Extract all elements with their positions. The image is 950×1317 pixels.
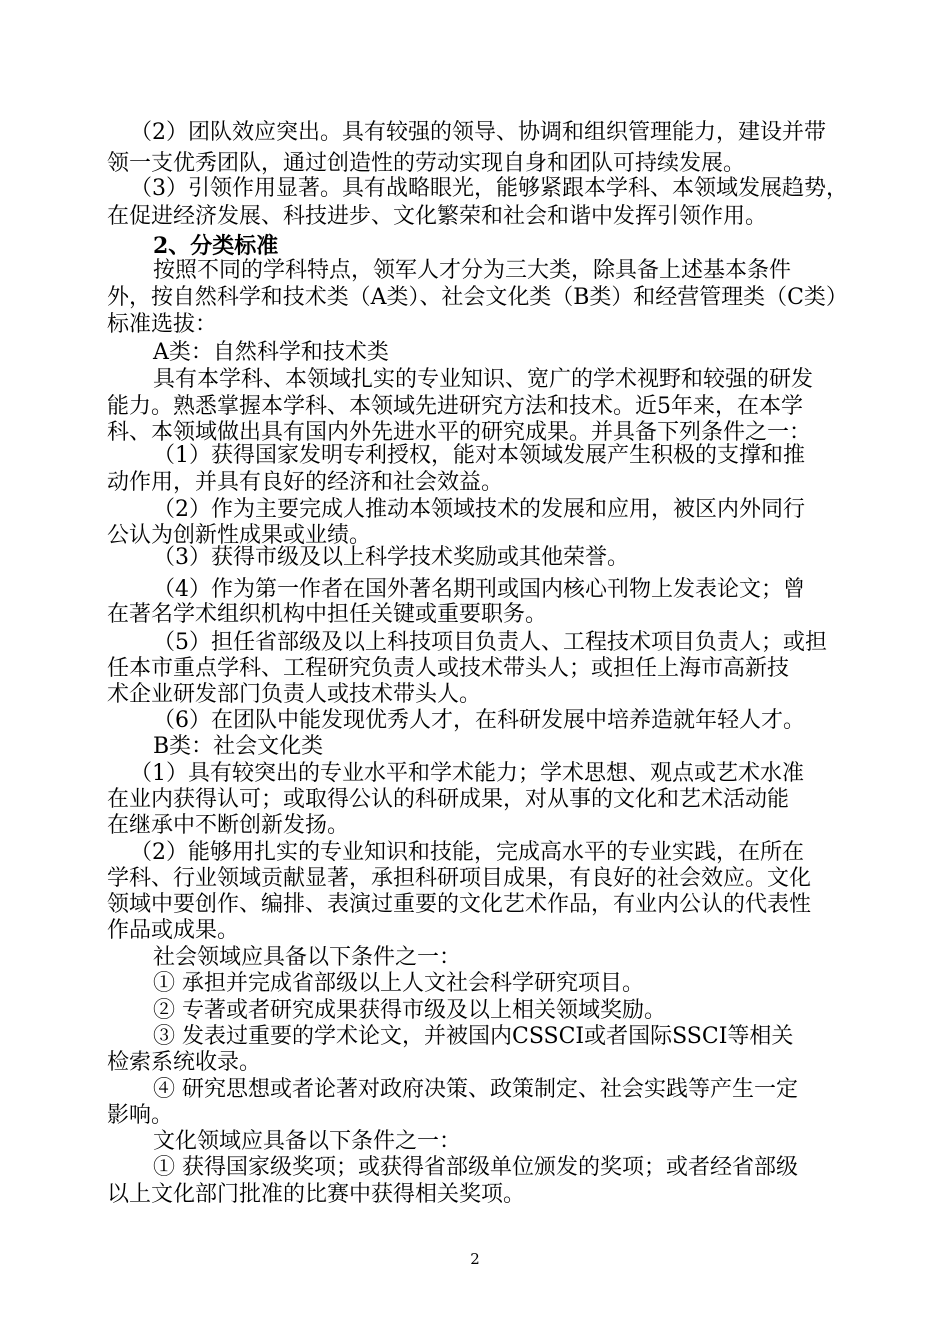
text-line: 在继承中不断创新发扬。 (107, 813, 350, 838)
text-line: 在著名学术组织机构中担任关键或重要职务。 (107, 602, 548, 627)
text-line: （6）在团队中能发现优秀人才，在科研发展中培养造就年轻人才。 (153, 708, 805, 733)
text-line: 外，按自然科学和技术类（A类）、社会文化类（B类）和经营管理类（C类） (107, 285, 848, 310)
text-line: 术企业研发部门负责人或技术带头人。 (107, 682, 482, 707)
text-line: （2）作为主要完成人推动本领域技术的发展和应用，被区内外同行 (153, 497, 805, 522)
text-line: 任本市重点学科、工程研究负责人或技术带头人；或担任上海市高新技 (107, 656, 790, 681)
text-line: （2）团队效应突出。具有较强的领导、协调和组织管理能力，建设并带 (130, 120, 826, 145)
page-number: 2 (470, 1250, 480, 1268)
text-line: 领域中要创作、编排、表演过重要的文化艺术作品，有业内公认的代表性 (107, 892, 812, 917)
text-line: （3）获得市级及以上科学技术奖励或其他荣誉。 (153, 545, 629, 570)
text-line: 公认为创新性成果或业绩。 (107, 523, 372, 548)
text-line: 学科、行业领域贡献显著，承担科研项目成果，有良好的社会效应。文化 (107, 866, 812, 891)
text-line: 按照不同的学科特点，领军人才分为三大类，除具备上述基本条件 (153, 258, 792, 283)
list-item: ④ 研究思想或者论著对政府决策、政策制定、社会实践等产生一定 (153, 1077, 798, 1102)
list-item: ② 专著或者研究成果获得市级及以上相关领域奖励。 (153, 998, 666, 1023)
text-line: 在业内获得认可；或取得公认的科研成果，对从事的文化和艺术活动能 (107, 787, 790, 812)
text-line: （4）作为第一作者在国外著名期刊或国内核心刊物上发表论文；曾 (153, 577, 805, 602)
text-line: （1）具有较突出的专业水平和学术能力；学术思想、观点或艺术水准 (130, 761, 804, 786)
text-line: 文化领域应具备以下条件之一： (153, 1129, 462, 1154)
text-line: （1）获得国家发明专利授权，能对本领域发展产生积极的支撑和推 (153, 443, 805, 468)
text-line: （2）能够用扎实的专业知识和技能，完成高水平的专业实践，在所在 (130, 840, 804, 865)
text-line: 领一支优秀团队，通过创造性的劳动实现自身和团队可持续发展。 (107, 151, 746, 176)
text-line: 能力。熟悉掌握本学科、本领域先进研究方法和技术。近5年来，在本学 (107, 394, 803, 419)
subheading-a: A类：自然科学和技术类 (153, 340, 389, 365)
text-line: （3）引领作用显著。具有战略眼光，能够紧跟本学科、本领域发展趋势， (130, 176, 848, 201)
text-line: 以上文化部门批准的比赛中获得相关奖项。 (107, 1182, 526, 1207)
list-item: ① 获得国家级奖项；或获得省部级单位颁发的奖项；或者经省部级 (153, 1155, 798, 1180)
text-line: （5）担任省部级及以上科技项目负责人、工程技术项目负责人；或担 (153, 630, 827, 655)
text-line: 在促进经济发展、科技进步、文化繁荣和社会和谐中发挥引领作用。 (107, 204, 768, 229)
section-heading: 2、分类标准 (153, 233, 279, 259)
text-line: 作品或成果。 (107, 918, 240, 943)
text-line: 检索系统收录。 (107, 1050, 262, 1075)
text-line: 社会领域应具备以下条件之一： (153, 945, 462, 970)
text-line: 影响。 (107, 1103, 174, 1128)
text-line: 具有本学科、本领域扎实的专业知识、宽广的学术视野和较强的研发 (153, 367, 814, 392)
subheading-b: B类：社会文化类 (153, 734, 324, 759)
text-line: 动作用，并具有良好的经济和社会效益。 (107, 470, 504, 495)
list-item: ③ 发表过重要的学术论文，并被国内CSSCI或者国际SSCI等相关 (153, 1024, 794, 1049)
text-line: 科、本领域做出具有国内外先进水平的研究成果。并具备下列条件之一： (107, 420, 812, 445)
text-line: 标准选拔： (107, 312, 218, 337)
list-item: ① 承担并完成省部级以上人文社会科学研究项目。 (153, 971, 644, 996)
